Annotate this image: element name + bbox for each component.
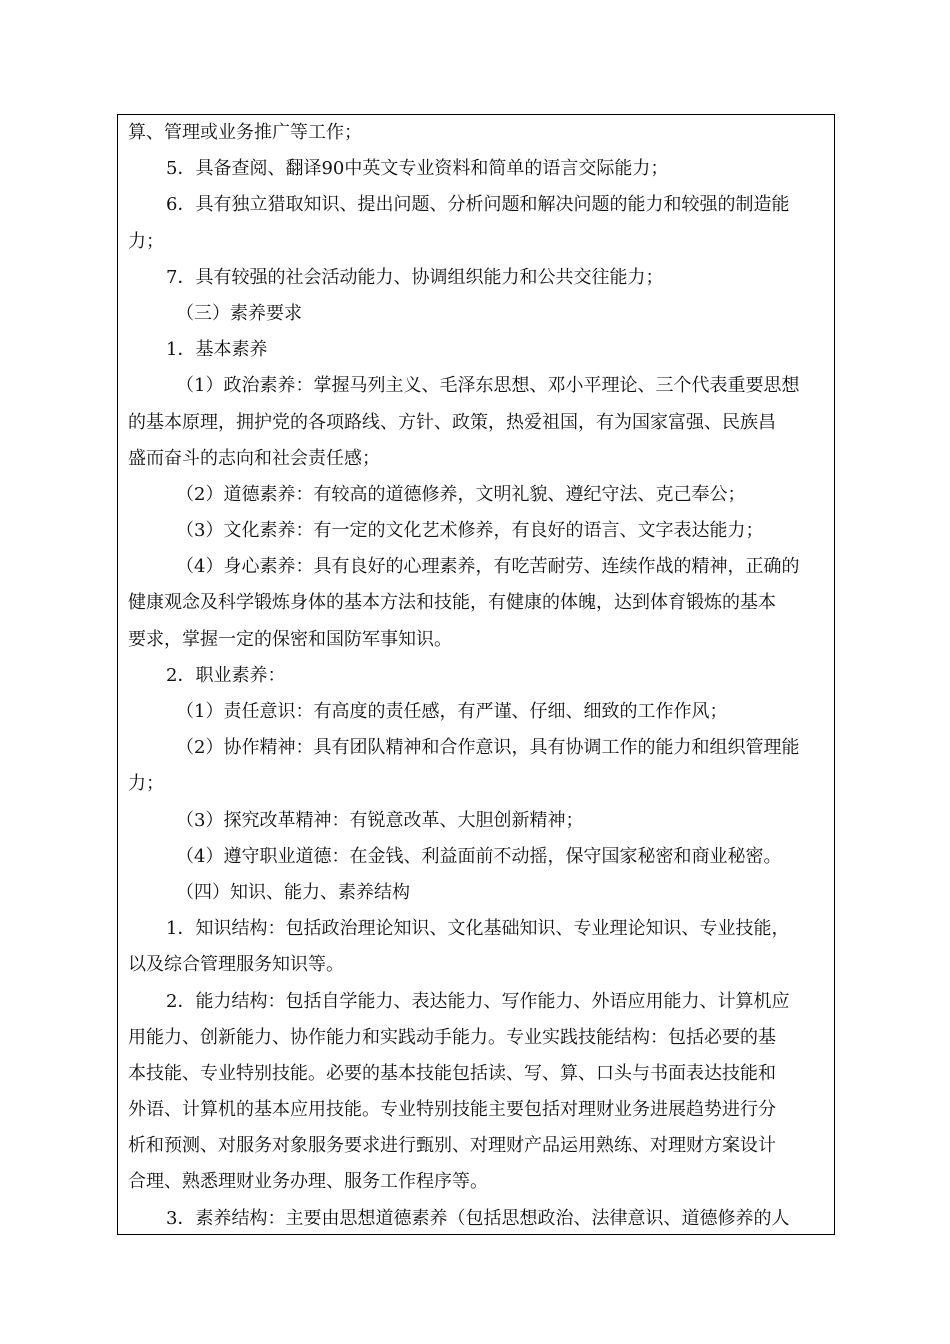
document-body bbox=[128, 115, 828, 1237]
text-line: 盛而奋斗的志向和社会责任感； bbox=[128, 447, 380, 469]
text-line: （2）道德素养：有较高的道德修养，文明礼貌、遵纪守法、克己奉公； bbox=[176, 483, 746, 505]
text-line: 3．素养结构：主要由思想道德素养（包括思想政治、法律意识、道德修养的人 bbox=[166, 1207, 790, 1229]
text-line: 算、管理或业务推广等工作； bbox=[128, 122, 362, 143]
text-line: （三）素养要求 bbox=[176, 302, 302, 324]
text-line: 要求，掌握一定的保密和国防军事知识。 bbox=[128, 628, 452, 650]
text-line: （1）责任意识：有高度的责任感，有严谨、仔细、细致的工作作风； bbox=[176, 701, 728, 722]
text-line: 2．能力结构：包括自学能力、表达能力、写作能力、外语应用能力、计算机应 bbox=[166, 990, 790, 1012]
text-line: 健康观念及科学锻炼身体的基本方法和技能，有健康的体魄，达到体育锻炼的基本 bbox=[128, 592, 776, 614]
text-line: 合理、熟悉理财业务办理、服务工作程序等。 bbox=[128, 1171, 488, 1193]
text-line: 析和预测、对服务对象服务要求进行甄别、对理财产品运用熟练、对理财方案设计 bbox=[128, 1135, 776, 1157]
text-line: 力； bbox=[128, 230, 164, 252]
table-cell-frame bbox=[117, 114, 835, 1235]
text-line: （4）遵守职业道德：在金钱、利益面前不动摇，保守国家秘密和商业秘密。 bbox=[176, 845, 782, 867]
text-line: 以及综合管理服务知识等。 bbox=[128, 954, 344, 976]
text-line: 本技能、专业特别技能。必要的基本技能包括读、写、算、口头与书面表达技能和 bbox=[128, 1062, 776, 1084]
text-line: （1）政治素养：掌握马列主义、毛泽东思想、邓小平理论、三个代表重要思想 bbox=[176, 375, 800, 397]
text-line: （四）知识、能力、素养结构 bbox=[176, 881, 410, 903]
text-line: 7．具有较强的社会活动能力、协调组织能力和公共交往能力； bbox=[166, 266, 664, 288]
text-line: 用能力、创新能力、协作能力和实践动手能力。专业实践技能结构：包括必要的基 bbox=[128, 1026, 776, 1048]
text-line: 的基本原理，拥护党的各项路线、方针、政策，热爱祖国，有为国家富强、民族昌 bbox=[128, 411, 776, 433]
text-line: 1．知识结构：包括政治理论知识、文化基础知识、专业理论知识、专业技能， bbox=[166, 918, 790, 940]
text-line: （4）身心素养：具有良好的心理素养，有吃苦耐劳、连续作战的精神，正确的 bbox=[176, 556, 800, 578]
text-line: （3）探究改革精神：有锐意改革、大胆创新精神； bbox=[176, 809, 584, 831]
text-line: （3）文化素养：有一定的文化艺术修养，有良好的语言、文字表达能力； bbox=[176, 520, 764, 542]
text-line: 外语、计算机的基本应用技能。专业特别技能主要包括对理财业务进展趋势进行分 bbox=[128, 1099, 776, 1121]
text-line: 2．职业素养： bbox=[166, 664, 286, 686]
text-line: 6．具有独立猎取知识、提出问题、分析问题和解决问题的能力和较强的制造能 bbox=[166, 194, 790, 216]
text-line: （2）协作精神：具有团队精神和合作意识，具有协调工作的能力和组织管理能 bbox=[176, 737, 800, 759]
text-line: 1．基本素养 bbox=[166, 339, 268, 361]
text-line: 5．具备查阅、翻译90中英文专业资料和简单的语言交际能力； bbox=[166, 158, 669, 180]
text-line: 力； bbox=[128, 773, 164, 795]
